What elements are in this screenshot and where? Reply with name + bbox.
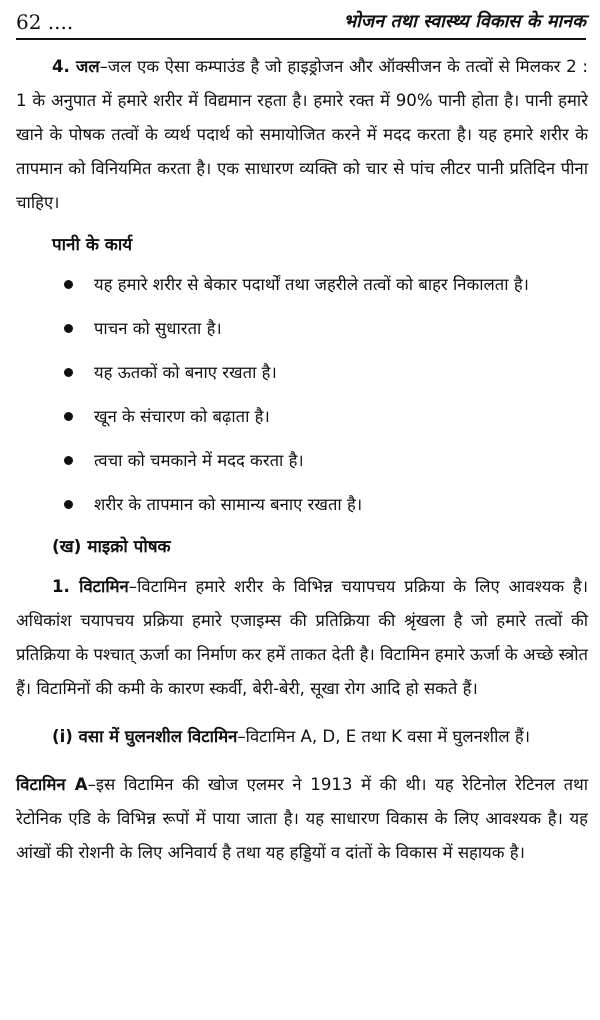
- bullet-icon: [64, 456, 73, 465]
- fat-soluble-text: –विटामिन A, D, E तथा K वसा में घुलनशील हैं।: [237, 727, 530, 746]
- vitamin-text: –विटामिन हमारे शरीर के विभिन्न चयापचय प्रक्रिया के लिए आवश्यक है। अधिकांश चयापचय प्रक्रिया हमारे एजाइम्स की प्रतिक्रिया की श्रृंखला है जो हमारे तत्वों की प्रतिक्रिया के पश्चात् ऊर्जा का निर्माण कर हमें ताकत देती है। विटामिन हमारे ऊर्जा के अच्छे स्त्रोत हैं। विटामिनों की कमी के कारण स्कर्वी, बेरी-बेरी, सूखा रोग आदि हो सकते हैं।: [16, 577, 588, 698]
- header-divider: [16, 38, 586, 40]
- running-title: भोजन तथा स्वास्थ्य विकास के मानक: [343, 11, 586, 32]
- vitamin-a-paragraph: [16, 768, 588, 870]
- micro-nutrients-heading: (ख) माइक्रो पोषक: [52, 537, 171, 557]
- page-header: [16, 8, 586, 38]
- page-body: [16, 50, 588, 870]
- list-item: यह ऊतकों को बनाए रखता है।: [16, 356, 588, 390]
- bullet-icon: [64, 280, 73, 289]
- bullet-icon: [64, 324, 73, 333]
- vitamin-a-title: विटामिन A: [16, 775, 88, 794]
- bullet-icon: [64, 500, 73, 509]
- fat-soluble-paragraph: [16, 720, 588, 754]
- vitamin-a-text: –इस विटामिन की खोज एलमर ने 1913 में की थी। यह रेटिनोल रेटिनल तथा रेटोनिक एडि के विभिन्न रूपों में पाया जाता है। यह साधारण विकास के लिए आवश्यक है। यह आंखों की रोशनी के लिए अनिवार्य है तथा यह हड्डियों व दांतों के विकास में सहायक है।: [16, 775, 588, 862]
- list-item: यह हमारे शरीर से बेकार पदार्थों तथा जहरीले तत्वों को बाहर निकालता है।: [16, 268, 588, 302]
- water-functions-list: [16, 268, 588, 522]
- water-text: –जल एक ऐसा कम्पाउंड है जो हाइड्रोजन और ऑक्सीजन के तत्वों से मिलकर 2 : 1 के अनुपात में हमारे शरीर में विद्यमान रहता है। हमारे रक्त में 90% पानी होता है। पानी हमारे खाने के पोषक तत्वों के व्यर्थ पदार्थ को समायोजित करने में मदद करता है। यह हमारे शरीर के तापमान को विनियमित करता है। एक साधारण व्यक्ति को चार से पांच लीटर पानी प्रतिदिन पीना चाहिए।: [16, 57, 588, 212]
- water-functions-heading: पानी के कार्य: [52, 235, 133, 255]
- bullet-icon: [64, 368, 73, 377]
- fat-soluble-title: (i) वसा में घुलनशील विटामिन: [52, 727, 238, 746]
- list-item: खून के संचारण को बढ़ाता है।: [16, 400, 588, 434]
- water-paragraph: [16, 50, 588, 220]
- vitamin-paragraph: [16, 570, 588, 706]
- water-title: 4. जल: [52, 57, 100, 76]
- list-item: शरीर के तापमान को सामान्य बनाए रखता है।: [16, 488, 588, 522]
- page-number: 62 ....: [16, 10, 74, 34]
- vitamin-title: 1. विटामिन: [52, 577, 129, 596]
- bullet-icon: [64, 412, 73, 421]
- list-item: त्वचा को चमकाने में मदद करता है।: [16, 444, 588, 478]
- list-item: पाचन को सुधारता है।: [16, 312, 588, 346]
